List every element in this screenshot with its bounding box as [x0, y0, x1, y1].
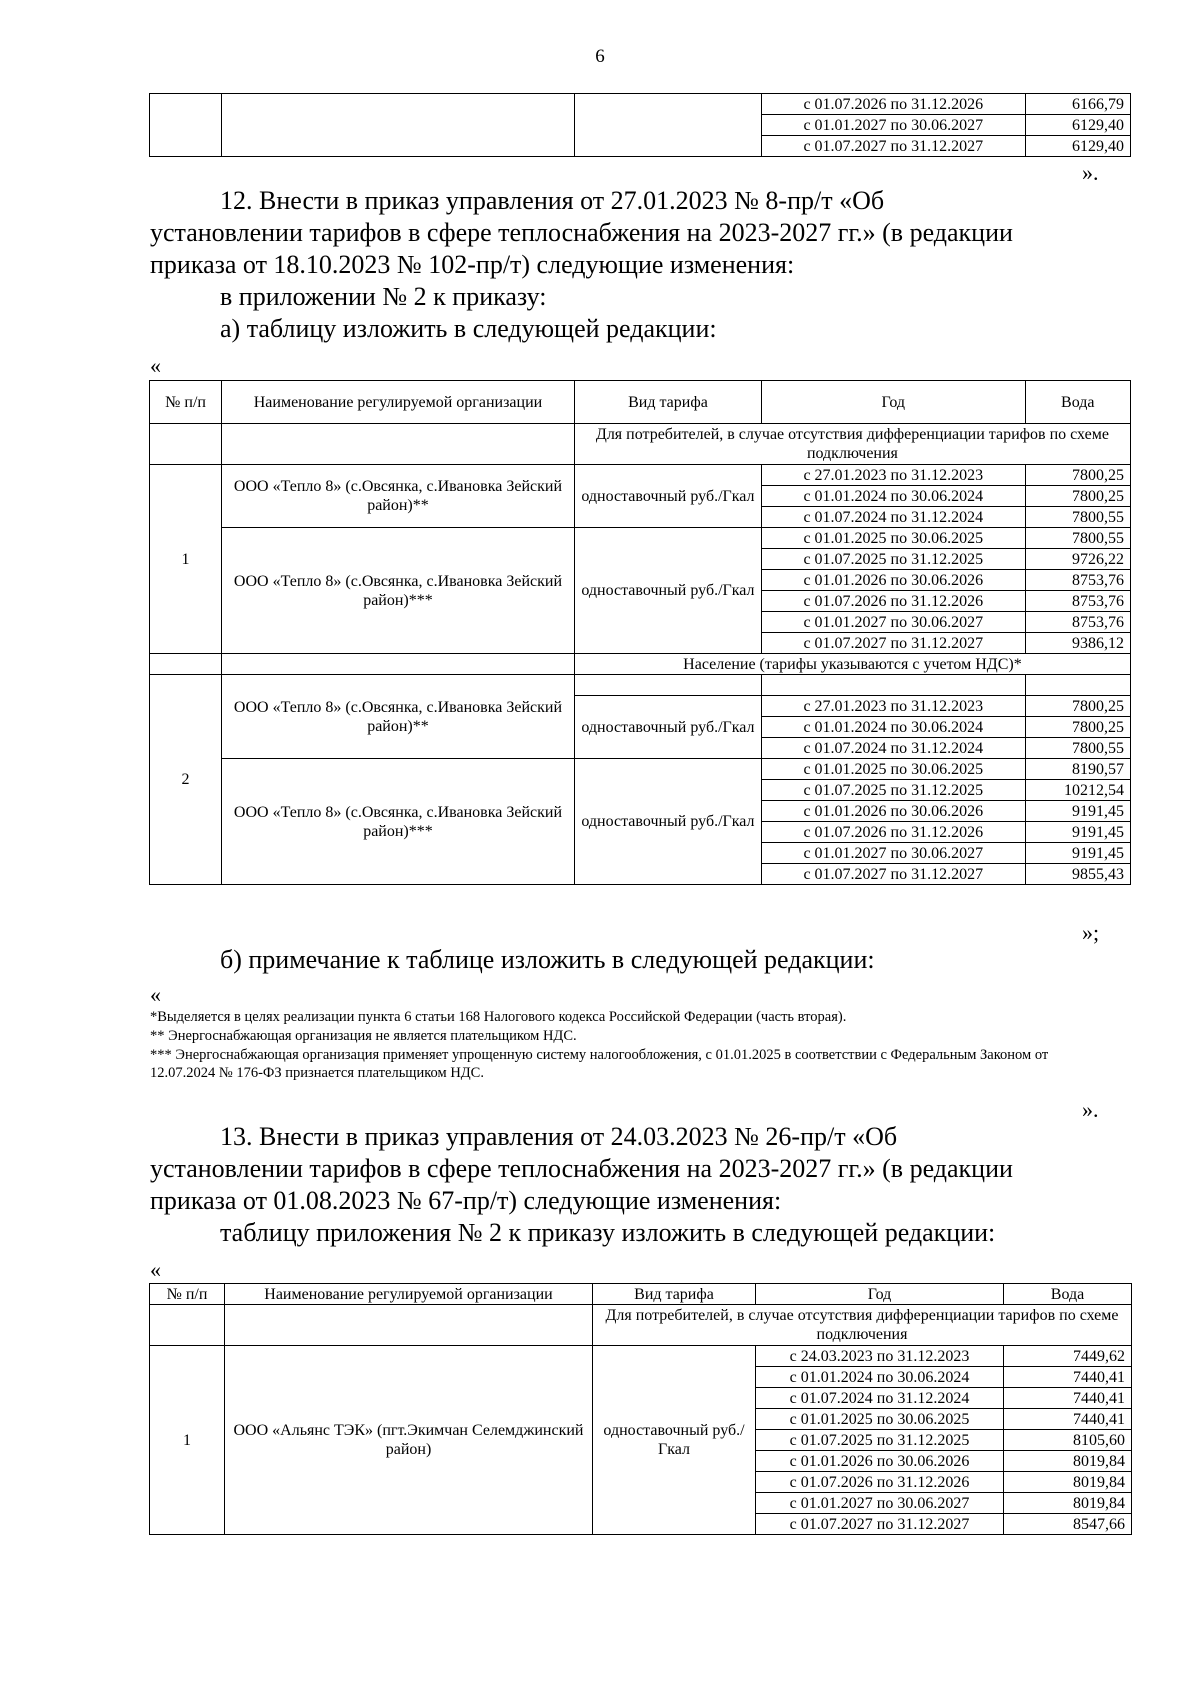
period-cell: с 01.07.2024 по 31.12.2024	[756, 1388, 1004, 1409]
table-cell	[762, 675, 1026, 696]
table-row	[150, 528, 1131, 549]
row-number: 2	[150, 675, 222, 885]
close-quote: ».	[1082, 1097, 1099, 1122]
item13-line4: таблицу приложения № 2 к приказу изложить в следующей редакции:	[220, 1218, 996, 1247]
note-2: ** Энергоснабжающая организация не является плательщиком НДС.	[150, 1028, 577, 1044]
value-cell: 8019,84	[1004, 1493, 1132, 1514]
period-cell: с 01.01.2027 по 30.06.2027	[756, 1493, 1004, 1514]
org-name: ООО «Альянс ТЭК» (пгт.Экимчан Селемджинский район)	[225, 1346, 593, 1535]
table-header-row	[150, 381, 1131, 424]
period-cell: с 01.07.2025 по 31.12.2025	[762, 780, 1026, 801]
open-quote: «	[150, 1257, 161, 1282]
period-cell: с 01.07.2027 по 31.12.2027	[762, 633, 1026, 654]
section-consumers: Для потребителей, в случае отсутствия дифференциации тарифов по схеме подключения	[574, 424, 1130, 465]
row-number: 1	[150, 465, 222, 654]
period-cell: с 01.07.2026 по 31.12.2026	[756, 1472, 1004, 1493]
note-3: *** Энергоснабжающая организация применяет упрощенную систему налогообложения, с 01.01.2025 в соответствии с Федеральным Законом от 12.07.2024 № 176-ФЗ признается плательщиком НДС.	[150, 1047, 1049, 1081]
value-cell: 8547,66	[1004, 1514, 1132, 1535]
item12-line2: установлении тарифов в сфере теплоснабжения на 2023-2027 гг.» (в редакции	[150, 218, 1013, 247]
table-header-row	[150, 1284, 1132, 1305]
section-population: Население (тарифы указываются с учетом НДС)*	[574, 654, 1130, 675]
value-cell: 7800,25	[1025, 696, 1130, 717]
period-cell: с 01.07.2024 по 31.12.2024	[762, 507, 1026, 528]
tariff-type: одноставочный руб./Гкал	[574, 528, 761, 654]
tariff-type: одноставочный руб./Гкал	[574, 696, 761, 759]
value-cell: 7440,41	[1004, 1367, 1132, 1388]
value-cell: 9191,45	[1025, 822, 1130, 843]
table-row	[150, 759, 1131, 780]
value-cell: 6129,40	[1025, 136, 1130, 157]
header-year: Год	[762, 381, 1026, 424]
org-name: ООО «Тепло 8» (с.Овсянка, с.Ивановка Зейский район)**	[222, 465, 575, 528]
tariff-table-12	[149, 380, 1131, 885]
header-num: № п/п	[150, 381, 222, 424]
period-cell: с 01.01.2024 по 30.06.2024	[756, 1367, 1004, 1388]
period-cell: с 01.01.2027 по 30.06.2027	[762, 843, 1026, 864]
table-cell	[222, 654, 575, 675]
period-cell: с 01.01.2025 по 30.06.2025	[762, 759, 1026, 780]
value-cell: 8190,57	[1025, 759, 1130, 780]
header-num: № п/п	[150, 1284, 225, 1305]
tariff-type: одноставочный руб./Гкал	[574, 465, 761, 528]
period-cell: с 01.07.2026 по 31.12.2026	[762, 94, 1026, 115]
header-tariff: Вид тарифа	[593, 1284, 756, 1305]
value-cell: 7440,41	[1004, 1409, 1132, 1430]
table-row	[150, 675, 1131, 696]
value-cell: 7449,62	[1004, 1346, 1132, 1367]
period-cell: с 01.01.2024 по 30.06.2024	[762, 486, 1026, 507]
header-org: Наименование регулируемой организации	[225, 1284, 593, 1305]
period-cell: с 01.07.2026 по 31.12.2026	[762, 591, 1026, 612]
note-1: *Выделяется в целях реализации пункта 6 статьи 168 Налогового кодекса Российской Федерации (часть вторая).	[150, 1009, 847, 1025]
period-cell: с 01.01.2024 по 30.06.2024	[762, 717, 1026, 738]
header-water: Вода	[1004, 1284, 1132, 1305]
org-name: ООО «Тепло 8» (с.Овсянка, с.Ивановка Зейский район)***	[222, 528, 575, 654]
header-org: Наименование регулируемой организации	[222, 381, 575, 424]
period-cell: с 01.01.2027 по 30.06.2027	[762, 612, 1026, 633]
value-cell: 7800,55	[1025, 528, 1130, 549]
table-row	[150, 94, 1131, 115]
item13-line3: приказа от 01.08.2023 № 67-пр/т) следующие изменения:	[150, 1186, 782, 1215]
value-cell: 7440,41	[1004, 1388, 1132, 1409]
table-row	[150, 1346, 1132, 1367]
value-cell: 7800,25	[1025, 465, 1130, 486]
period-cell: с 27.01.2023 по 31.12.2023	[762, 696, 1026, 717]
value-cell: 8019,84	[1004, 1451, 1132, 1472]
close-quote: »;	[1082, 920, 1100, 945]
row-number: 1	[150, 1346, 225, 1535]
value-cell: 6166,79	[1025, 94, 1130, 115]
table-cell	[574, 675, 761, 696]
section-row	[150, 424, 1131, 465]
value-cell: 7800,55	[1025, 507, 1130, 528]
period-cell: с 01.07.2025 по 31.12.2025	[756, 1430, 1004, 1451]
tariff-table-13	[149, 1283, 1132, 1535]
item12-line3: приказа от 18.10.2023 № 102-пр/т) следующие изменения:	[150, 250, 795, 279]
period-cell: с 24.03.2023 по 31.12.2023	[756, 1346, 1004, 1367]
period-cell: с 01.01.2025 по 30.06.2025	[756, 1409, 1004, 1430]
period-cell: с 01.01.2026 по 30.06.2026	[762, 801, 1026, 822]
open-quote: «	[150, 353, 161, 378]
value-cell: 8105,60	[1004, 1430, 1132, 1451]
item13-line1: 13. Внести в приказ управления от 24.03.2023 № 26-пр/т «Об	[220, 1122, 898, 1151]
value-cell: 9191,45	[1025, 843, 1130, 864]
table-row	[150, 465, 1131, 486]
item13-line2: установлении тарифов в сфере теплоснабжения на 2023-2027 гг.» (в редакции	[150, 1154, 1013, 1183]
table-cell	[574, 94, 761, 157]
table-cell	[150, 94, 222, 157]
tariff-type: одноставочный руб./Гкал	[593, 1346, 756, 1535]
value-cell: 8019,84	[1004, 1472, 1132, 1493]
value-cell: 8753,76	[1025, 591, 1130, 612]
item12-line5: а) таблицу изложить в следующей редакции:	[220, 314, 717, 343]
table-cell	[150, 654, 222, 675]
period-cell: с 01.07.2026 по 31.12.2026	[762, 822, 1026, 843]
value-cell: 9855,43	[1025, 864, 1130, 885]
value-cell: 9386,12	[1025, 633, 1130, 654]
table-cell	[150, 424, 222, 465]
period-cell: с 01.07.2024 по 31.12.2024	[762, 738, 1026, 759]
close-quote: ».	[1082, 160, 1099, 185]
period-cell: с 01.01.2026 по 30.06.2026	[756, 1451, 1004, 1472]
org-name: ООО «Тепло 8» (с.Овсянка, с.Ивановка Зейский район)***	[222, 759, 575, 885]
item12-line1: 12. Внести в приказ управления от 27.01.2023 № 8-пр/т «Об	[220, 186, 885, 215]
period-cell: с 01.07.2027 по 31.12.2027	[756, 1514, 1004, 1535]
section-consumers: Для потребителей, в случае отсутствия дифференциации тарифов по схеме подключения	[593, 1305, 1132, 1346]
item12-line4: в приложении № 2 к приказу:	[220, 282, 547, 311]
period-cell: с 01.01.2025 по 30.06.2025	[762, 528, 1026, 549]
header-tariff: Вид тарифа	[574, 381, 761, 424]
value-cell: 6129,40	[1025, 115, 1130, 136]
table-cell	[150, 1305, 225, 1346]
value-cell: 7800,25	[1025, 717, 1130, 738]
table-cell	[222, 424, 575, 465]
header-water: Вода	[1025, 381, 1130, 424]
section-row	[150, 654, 1131, 675]
open-quote: «	[150, 982, 161, 1007]
value-cell: 9191,45	[1025, 801, 1130, 822]
table-cell	[225, 1305, 593, 1346]
value-cell: 10212,54	[1025, 780, 1130, 801]
period-cell: с 27.01.2023 по 31.12.2023	[762, 465, 1026, 486]
org-name: ООО «Тепло 8» (с.Овсянка, с.Ивановка Зейский район)**	[222, 675, 575, 759]
period-cell: с 01.07.2025 по 31.12.2025	[762, 549, 1026, 570]
value-cell: 8753,76	[1025, 570, 1130, 591]
note-heading: б) примечание к таблице изложить в следующей редакции:	[220, 945, 875, 974]
page-number: 6	[595, 46, 605, 67]
value-cell: 8753,76	[1025, 612, 1130, 633]
period-cell: с 01.01.2027 по 30.06.2027	[762, 115, 1026, 136]
period-cell: с 01.07.2027 по 31.12.2027	[762, 136, 1026, 157]
section-row	[150, 1305, 1132, 1346]
value-cell: 7800,25	[1025, 486, 1130, 507]
header-year: Год	[756, 1284, 1004, 1305]
value-cell: 9726,22	[1025, 549, 1130, 570]
period-cell: с 01.07.2027 по 31.12.2027	[762, 864, 1026, 885]
table-cell	[222, 94, 575, 157]
continuation-table	[149, 93, 1131, 157]
tariff-type: одноставочный руб./Гкал	[574, 759, 761, 885]
table-cell	[1025, 675, 1130, 696]
value-cell: 7800,55	[1025, 738, 1130, 759]
period-cell: с 01.01.2026 по 30.06.2026	[762, 570, 1026, 591]
